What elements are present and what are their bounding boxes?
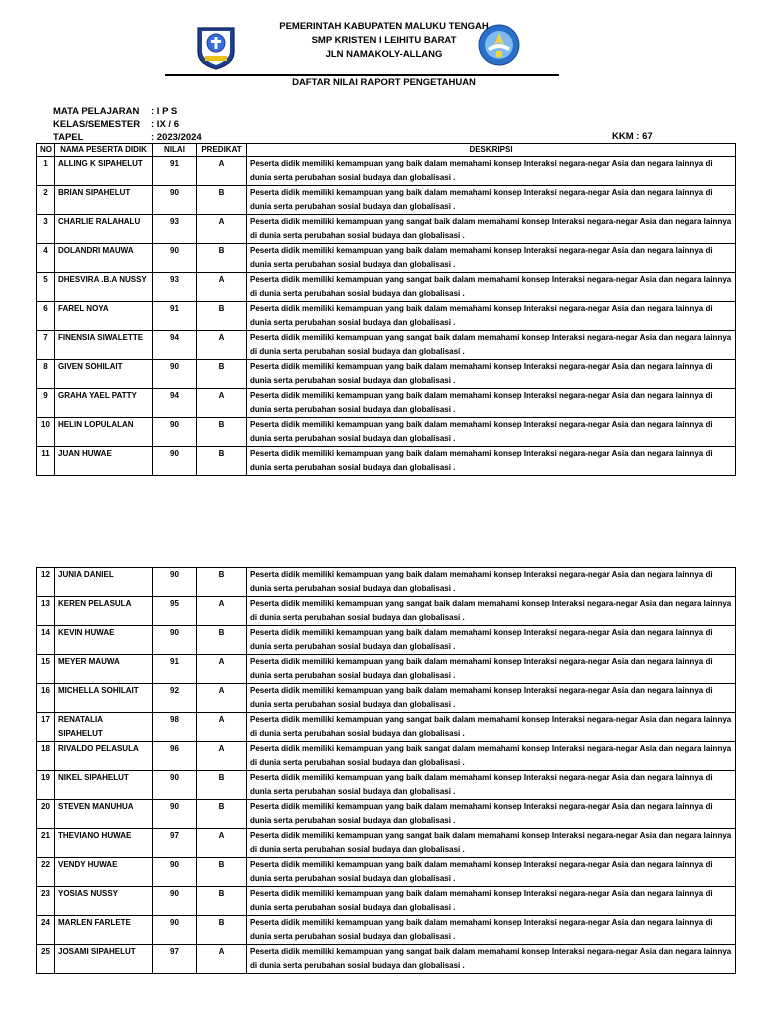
row-number: 23: [37, 887, 55, 916]
row-number: 11: [37, 447, 55, 476]
student-predicate: A: [197, 684, 247, 713]
row-number: 1: [37, 157, 55, 186]
student-predicate: B: [197, 858, 247, 887]
student-score: 90: [153, 887, 197, 916]
student-predicate: B: [197, 244, 247, 273]
table-row: [37, 568, 736, 597]
row-number: 25: [37, 945, 55, 974]
student-description: Peserta didik memiliki kemampuan yang baik dalam memahami konsep Interaksi negara-negar Asia dan negara lainnya di dunia serta perubahan sosial budaya dan globalisasi .: [247, 302, 736, 331]
header-divider: [165, 74, 559, 76]
student-predicate: B: [197, 418, 247, 447]
student-description: Peserta didik memiliki kemampuan yang baik dalam memahami konsep Interaksi negara-negar Asia dan negara lainnya di dunia serta perubahan sosial budaya dan globalisasi .: [247, 655, 736, 684]
meta-subject: [53, 105, 202, 118]
student-name: DOLANDRI MAUWA: [55, 244, 153, 273]
student-predicate: A: [197, 945, 247, 974]
row-number: 18: [37, 742, 55, 771]
row-number: 6: [37, 302, 55, 331]
student-score: 90: [153, 447, 197, 476]
student-score: 90: [153, 186, 197, 215]
student-description: Peserta didik memiliki kemampuan yang baik dalam memahami konsep Interaksi negara-negar Asia dan negara lainnya di dunia serta perubahan sosial budaya dan globalisasi .: [247, 389, 736, 418]
student-predicate: B: [197, 887, 247, 916]
student-score: 90: [153, 858, 197, 887]
table-row: [37, 945, 736, 974]
row-number: 9: [37, 389, 55, 418]
meta-class: [53, 118, 202, 131]
student-description: Peserta didik memiliki kemampuan yang sangat baik dalam memahami konsep Interaksi negara-negar Asia dan negara lainnya di dunia serta perubahan sosial budaya dan globalisasi .: [247, 273, 736, 302]
student-score: 97: [153, 829, 197, 858]
row-number: 7: [37, 331, 55, 360]
table-body-part-1: [37, 157, 736, 476]
row-number: 2: [37, 186, 55, 215]
student-name: JUAN HUWAE: [55, 447, 153, 476]
row-number: 20: [37, 800, 55, 829]
row-number: 8: [37, 360, 55, 389]
student-predicate: B: [197, 568, 247, 597]
student-name: MICHELLA SOHILAIT: [55, 684, 153, 713]
table-row: [37, 331, 736, 360]
row-number: 12: [37, 568, 55, 597]
table-row: [37, 157, 736, 186]
student-name: NIKEL SIPAHELUT: [55, 771, 153, 800]
student-name: CHARLIE RALAHALU: [55, 215, 153, 244]
student-predicate: A: [197, 713, 247, 742]
student-description: Peserta didik memiliki kemampuan yang sangat baik dalam memahami konsep Interaksi negara-negar Asia dan negara lainnya di dunia serta perubahan sosial budaya dan globalisasi .: [247, 713, 736, 742]
row-number: 17: [37, 713, 55, 742]
student-predicate: A: [197, 215, 247, 244]
student-score: 93: [153, 273, 197, 302]
row-number: 14: [37, 626, 55, 655]
student-predicate: A: [197, 331, 247, 360]
student-score: 90: [153, 626, 197, 655]
student-description: Peserta didik memiliki kemampuan yang sangat baik dalam memahami konsep Interaksi negara-negar Asia dan negara lainnya di dunia serta perubahan sosial budaya dan globalisasi .: [247, 331, 736, 360]
table-body-part-2: [37, 568, 736, 974]
student-description: Peserta didik memiliki kemampuan yang baik dalam memahami konsep Interaksi negara-negar Asia dan negara lainnya di dunia serta perubahan sosial budaya dan globalisasi .: [247, 568, 736, 597]
table-row: [37, 389, 736, 418]
student-score: 90: [153, 916, 197, 945]
kkm-value: KKM : 67: [612, 131, 653, 142]
student-name: FAREL NOYA: [55, 302, 153, 331]
student-name: THEVIANO HUWAE: [55, 829, 153, 858]
student-description: Peserta didik memiliki kemampuan yang baik dalam memahami konsep Interaksi negara-negar Asia dan negara lainnya di dunia serta perubahan sosial budaya dan globalisasi .: [247, 418, 736, 447]
student-predicate: A: [197, 742, 247, 771]
column-header-predikat: PREDIKAT: [197, 144, 247, 157]
class-value: : IX / 6: [151, 119, 179, 130]
student-description: Peserta didik memiliki kemampuan yang baik dalam memahami konsep Interaksi negara-negar Asia dan negara lainnya di dunia serta perubahan sosial budaya dan globalisasi .: [247, 800, 736, 829]
table-row: [37, 684, 736, 713]
student-score: 90: [153, 360, 197, 389]
row-number: 13: [37, 597, 55, 626]
student-predicate: B: [197, 186, 247, 215]
student-description: Peserta didik memiliki kemampuan yang baik dalam memahami konsep Interaksi negara-negar Asia dan negara lainnya di dunia serta perubahan sosial budaya dan globalisasi .: [247, 186, 736, 215]
student-description: Peserta didik memiliki kemampuan yang sangat baik dalam memahami konsep Interaksi negara-negar Asia dan negara lainnya di dunia serta perubahan sosial budaya dan globalisasi .: [247, 829, 736, 858]
student-description: Peserta didik memiliki kemampuan yang baik dalam memahami konsep Interaksi negara-negar Asia dan negara lainnya di dunia serta perubahan sosial budaya dan globalisasi .: [247, 447, 736, 476]
student-score: 90: [153, 418, 197, 447]
row-number: 16: [37, 684, 55, 713]
table-row: [37, 713, 736, 742]
row-number: 3: [37, 215, 55, 244]
student-score: 91: [153, 157, 197, 186]
student-score: 91: [153, 302, 197, 331]
row-number: 19: [37, 771, 55, 800]
table-row: [37, 800, 736, 829]
student-description: Peserta didik memiliki kemampuan yang sangat baik dalam memahami konsep Interaksi negara-negar Asia dan negara lainnya di dunia serta perubahan sosial budaya dan globalisasi .: [247, 597, 736, 626]
table-row: [37, 829, 736, 858]
student-name: JOSAMI SIPAHELUT: [55, 945, 153, 974]
table-row: [37, 418, 736, 447]
student-description: Peserta didik memiliki kemampuan yang baik dalam memahami konsep Interaksi negara-negar Asia dan negara lainnya di dunia serta perubahan sosial budaya dan globalisasi .: [247, 626, 736, 655]
student-description: Peserta didik memiliki kemampuan yang baik dalam memahami konsep Interaksi negara-negar Asia dan negara lainnya di dunia serta perubahan sosial budaya dan globalisasi .: [247, 887, 736, 916]
student-name: ALLING K SIPAHELUT: [55, 157, 153, 186]
student-name: FINENSIA SIWALETTE: [55, 331, 153, 360]
student-predicate: A: [197, 389, 247, 418]
student-predicate: B: [197, 302, 247, 331]
row-number: 15: [37, 655, 55, 684]
row-number: 5: [37, 273, 55, 302]
student-description: Peserta didik memiliki kemampuan yang sangat baik dalam memahami konsep Interaksi negara-negar Asia dan negara lainnya di dunia serta perubahan sosial budaya dan globalisasi .: [247, 215, 736, 244]
student-score: 95: [153, 597, 197, 626]
student-description: Peserta didik memiliki kemampuan yang sangat baik dalam memahami konsep Interaksi negara-negar Asia dan negara lainnya di dunia serta perubahan sosial budaya dan globalisasi .: [247, 945, 736, 974]
student-description: Peserta didik memiliki kemampuan yang baik dalam memahami konsep Interaksi negara-negar Asia dan negara lainnya di dunia serta perubahan sosial budaya dan globalisasi .: [247, 360, 736, 389]
student-predicate: B: [197, 360, 247, 389]
student-name: RIVALDO PELASULA: [55, 742, 153, 771]
table-row: [37, 742, 736, 771]
row-number: 10: [37, 418, 55, 447]
table-header-row: [37, 144, 736, 157]
student-name: GRAHA YAEL PATTY: [55, 389, 153, 418]
student-name: HELIN LOPULALAN: [55, 418, 153, 447]
table-row: [37, 360, 736, 389]
student-name: MEYER MAUWA: [55, 655, 153, 684]
student-description: Peserta didik memiliki kemampuan yang baik sangat dalam memahami konsep Interaksi negara-negar Asia dan negara lainnya di dunia serta perubahan sosial budaya dan globalisasi .: [247, 742, 736, 771]
table-row: [37, 273, 736, 302]
table-row: [37, 186, 736, 215]
student-score: 93: [153, 215, 197, 244]
school-name: SMP KRISTEN I LEIHITU BARAT: [311, 35, 457, 46]
student-name: RENATALIA SIPAHELUT: [55, 713, 153, 742]
student-score: 90: [153, 568, 197, 597]
student-name: GIVEN SOHILAIT: [55, 360, 153, 389]
student-predicate: B: [197, 916, 247, 945]
table-row: [37, 302, 736, 331]
table-row: [37, 771, 736, 800]
meta-block: [53, 105, 202, 144]
student-score: 96: [153, 742, 197, 771]
table-row: [37, 244, 736, 273]
student-score: 94: [153, 331, 197, 360]
table-row: [37, 858, 736, 887]
table-row: [37, 887, 736, 916]
document-title: DAFTAR NILAI RAPORT PENGETAHUAN: [292, 77, 476, 88]
row-number: 4: [37, 244, 55, 273]
year-value: : 2023/2024: [151, 132, 202, 143]
student-predicate: B: [197, 800, 247, 829]
row-number: 24: [37, 916, 55, 945]
student-predicate: B: [197, 626, 247, 655]
government-name: PEMERINTAH KABUPATEN MALUKU TENGAH: [279, 21, 489, 32]
column-header-nilai: NILAI: [153, 144, 197, 157]
table-row: [37, 626, 736, 655]
table-row: [37, 655, 736, 684]
student-score: 92: [153, 684, 197, 713]
student-predicate: A: [197, 273, 247, 302]
grades-table-part-1: [36, 143, 736, 476]
table-row: [37, 215, 736, 244]
column-header-name: NAMA PESERTA DIDIK: [55, 144, 153, 157]
subject-value: : I P S: [151, 106, 178, 117]
row-number: 21: [37, 829, 55, 858]
row-number: 22: [37, 858, 55, 887]
student-name: YOSIAS NUSSY: [55, 887, 153, 916]
student-predicate: A: [197, 597, 247, 626]
student-name: MARLEN FARLETE: [55, 916, 153, 945]
table-row: [37, 916, 736, 945]
student-name: KEREN PELASULA: [55, 597, 153, 626]
table-row: [37, 597, 736, 626]
student-score: 98: [153, 713, 197, 742]
student-predicate: B: [197, 447, 247, 476]
student-name: DHESVIRA .B.A NUSSY: [55, 273, 153, 302]
letterhead: [0, 20, 768, 62]
student-description: Peserta didik memiliki kemampuan yang baik dalam memahami konsep Interaksi negara-negar Asia dan negara lainnya di dunia serta perubahan sosial budaya dan globalisasi .: [247, 916, 736, 945]
column-header-deskripsi: DESKRIPSI: [247, 144, 736, 157]
student-score: 94: [153, 389, 197, 418]
subject-label: MATA PELAJARAN: [53, 106, 140, 117]
student-description: Peserta didik memiliki kemampuan yang baik dalam memahami konsep Interaksi negara-negar Asia dan negara lainnya di dunia serta perubahan sosial budaya dan globalisasi .: [247, 157, 736, 186]
grades-table-part-2: [36, 567, 736, 974]
school-address: JLN NAMAKOLY-ALLANG: [325, 49, 443, 60]
student-predicate: A: [197, 157, 247, 186]
student-description: Peserta didik memiliki kemampuan yang baik dalam memahami konsep Interaksi negara-negar Asia dan negara lainnya di dunia serta perubahan sosial budaya dan globalisasi .: [247, 858, 736, 887]
student-name: KEVIN HUWAE: [55, 626, 153, 655]
student-score: 91: [153, 655, 197, 684]
student-description: Peserta didik memiliki kemampuan yang baik dalam memahami konsep Interaksi negara-negar Asia dan negara lainnya di dunia serta perubahan sosial budaya dan globalisasi .: [247, 244, 736, 273]
student-score: 90: [153, 800, 197, 829]
student-name: STEVEN MANUHUA: [55, 800, 153, 829]
table-row: [37, 447, 736, 476]
student-predicate: A: [197, 655, 247, 684]
year-label: TAPEL: [53, 132, 84, 143]
student-predicate: A: [197, 829, 247, 858]
student-description: Peserta didik memiliki kemampuan yang baik dalam memahami konsep Interaksi negara-negar Asia dan negara lainnya di dunia serta perubahan sosial budaya dan globalisasi .: [247, 684, 736, 713]
student-score: 90: [153, 771, 197, 800]
column-header-no: NO: [37, 144, 55, 157]
student-score: 97: [153, 945, 197, 974]
student-score: 90: [153, 244, 197, 273]
student-name: JUNIA DANIEL: [55, 568, 153, 597]
student-predicate: B: [197, 771, 247, 800]
student-description: Peserta didik memiliki kemampuan yang baik dalam memahami konsep Interaksi negara-negar Asia dan negara lainnya di dunia serta perubahan sosial budaya dan globalisasi .: [247, 771, 736, 800]
student-name: VENDY HUWAE: [55, 858, 153, 887]
class-label: KELAS/SEMESTER: [53, 119, 141, 130]
student-name: BRIAN SIPAHELUT: [55, 186, 153, 215]
